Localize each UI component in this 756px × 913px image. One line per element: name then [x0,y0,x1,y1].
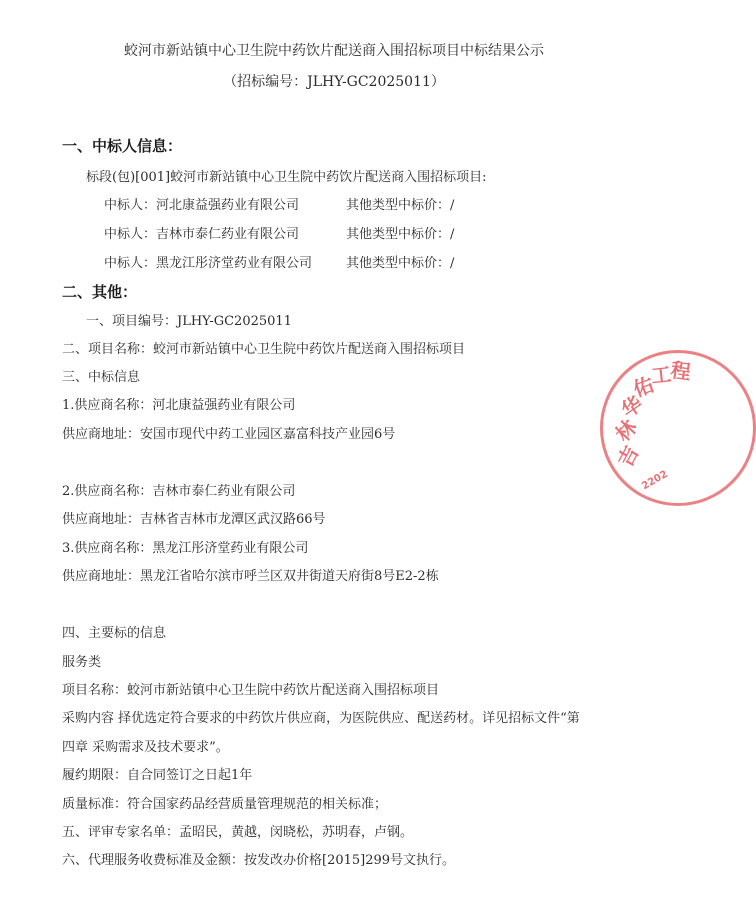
project-number: 一、项目编号：JLHY-GC2025011 [86,314,292,329]
winner-price: 其他类型中标价：/ [346,227,455,242]
lot-line: 标段(包)[001]蛟河市新站镇中心卫生院中药饮片配送商入围招标项目: [86,170,487,185]
supplier-name: 1.供应商名称：河北康益强药业有限公司 [62,398,296,413]
tender-number-subtitle: （招标编号：JLHY-GC2025011） [223,74,445,90]
agency-fee: 六、代理服务收费标准及金额：按发改办价格[2015]299号文执行。 [62,853,456,868]
project-name: 二、项目名称：蛟河市新站镇中心卫生院中药饮片配送商入围招标项目 [62,342,466,357]
supplier-address: 供应商地址：黑龙江省哈尔滨市呼兰区双井街道天府街8号E2-2栋 [62,569,439,584]
winner-price: 其他类型中标价：/ [346,198,455,213]
seal-char: 吉 [613,441,644,471]
award-info-heading: 三、中标信息 [62,370,141,385]
procurement-content-line1: 采购内容 择优选定符合要求的中药饮片供应商，为医院供应、配送药材。详见招标文件“第 [62,711,580,726]
winner-name: 中标人：黑龙江彤济堂药业有限公司 [104,256,313,271]
seal-char: 佑 [630,372,658,402]
company-seal [600,350,756,506]
supplier-name: 3.供应商名称：黑龙江彤济堂药业有限公司 [62,541,309,556]
winner-row [104,226,455,244]
winner-row [104,255,455,273]
seal-char: 林 [610,415,642,446]
winner-name: 中标人：吉林市泰仁药业有限公司 [104,227,300,242]
supplier-address: 供应商地址：吉林省吉林市龙潭区武汉路66号 [62,512,326,527]
seal-number: 2202 [640,468,670,493]
seal-char: 工 [649,362,673,388]
expert-list: 五、评审专家名单：孟昭民，黄越，闵晓松，苏明春，卢钢。 [62,825,414,840]
procurement-content-line2: 四章 采购需求及技术要求”。 [62,740,229,755]
quality-standard: 质量标准：符合国家药品经营质量管理规范的相关标准； [62,797,388,812]
winner-price: 其他类型中标价：/ [346,256,455,271]
page-title: 蛟河市新站镇中心卫生院中药饮片配送商入围招标项目中标结果公示 [124,43,544,59]
winner-row [104,197,455,215]
supplier-address: 供应商地址：安国市现代中药工业园区嘉富科技产业园6号 [62,427,396,442]
section-winner-heading: 一、中标人信息： [62,137,183,155]
performance-period: 履约期限：自合同签订之日起1年 [62,768,253,783]
main-info-heading: 四、主要标的信息 [62,626,167,641]
seal-char: 程 [669,357,693,385]
main-project-name: 项目名称：蛟河市新站镇中心卫生院中药饮片配送商入围招标项目 [62,683,440,698]
seal-char: 华 [616,391,647,423]
supplier-name: 2.供应商名称：吉林市泰仁药业有限公司 [62,484,296,499]
winner-name: 中标人：河北康益强药业有限公司 [104,198,300,213]
service-type: 服务类 [62,655,102,670]
section-other-heading: 二、其他： [62,283,138,301]
